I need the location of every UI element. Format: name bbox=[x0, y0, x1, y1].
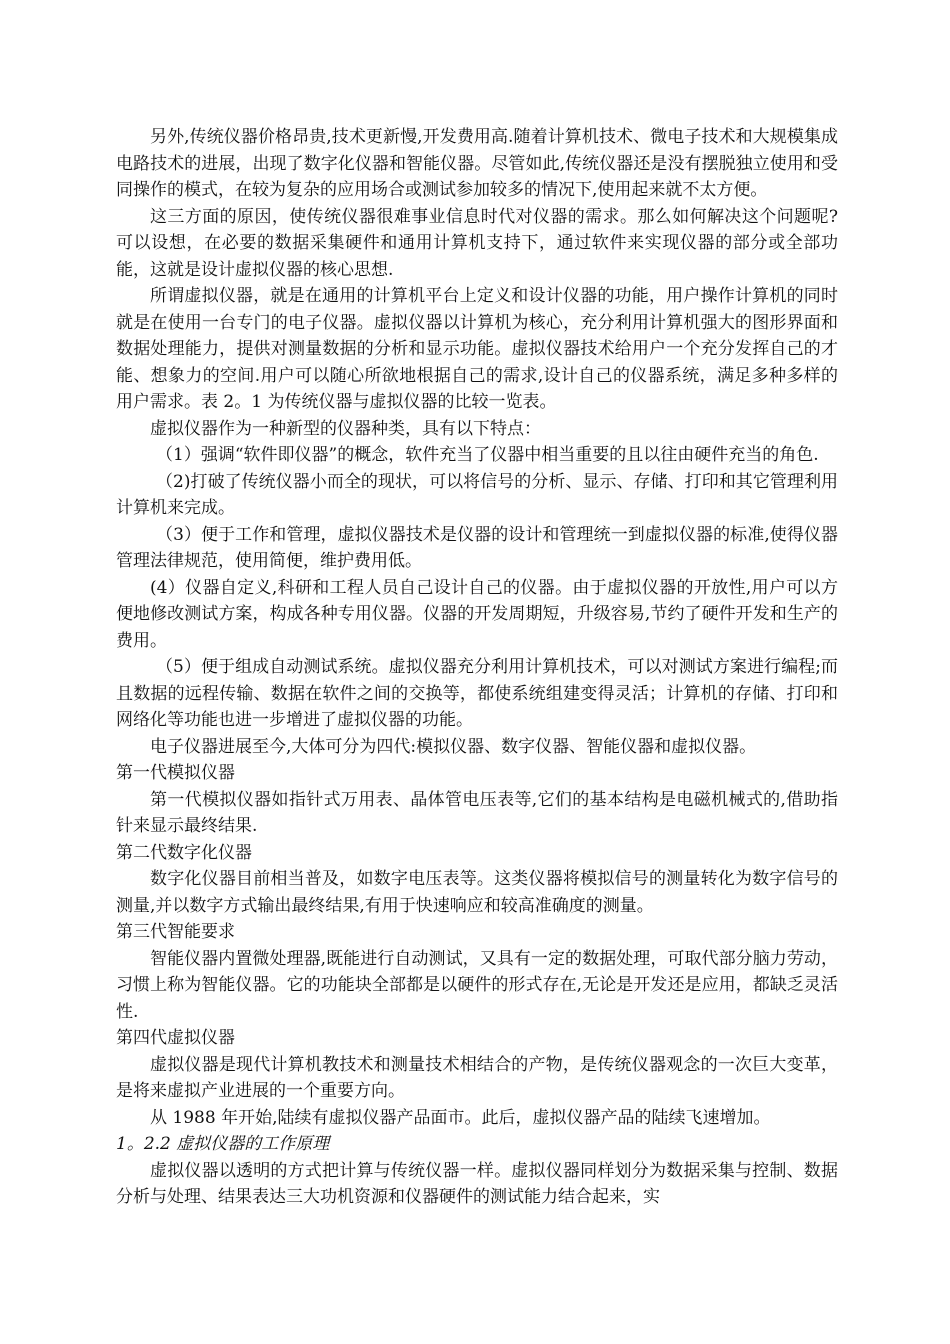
feature-item-4: (4）仪器自定义,科研和工程人员自己设计自己的仪器。由于虚拟仪器的开放性,用户可以方便地修改测试方案，构成各种专用仪器。仪器的开发周期短，升级容易,节约了硬件开发和生产的费用。 bbox=[116, 577, 838, 651]
paragraph-fourth-generation: 虚拟仪器是现代计算机教技术和测量技术相结合的产物，是传统仪器观念的一次巨大变革，是将来虚拟产业进展的一个重要方向。 bbox=[116, 1054, 838, 1101]
section-heading-working-principle: 1。2.2 虚拟仪器的工作原理 bbox=[116, 1134, 330, 1154]
paragraph-working-principle: 虚拟仪器以透明的方式把计算与传统仪器一样。虚拟仪器同样划分为数据采集与控制、数据分析与处理、结果表达三大功机资源和仪器硬件的测试能力结合起来，实 bbox=[116, 1160, 838, 1207]
heading-third-generation: 第三代智能要求 bbox=[116, 922, 235, 942]
heading-first-generation: 第一代模拟仪器 bbox=[116, 763, 235, 783]
paragraph-traditional-instrument-cost: 另外,传统仪器价格昂贵,技术更新慢,开发费用高.随着计算机技术、微电子技术和大规模集成电路技术的进展，出现了数字化仪器和智能仪器。尽管如此,传统仪器还是没有摆脱独立使用和受同操作的模式，在较为复杂的应用场合或测试参加较多的情况下,使用起来就不太方便。 bbox=[116, 127, 838, 200]
paragraph-first-generation: 第一代模拟仪器如指针式万用表、晶体管电压表等,它们的基本结构是电磁机械式的,借助指针来显示最终结果. bbox=[116, 789, 838, 836]
feature-item-3: （3）便于工作和管理，虚拟仪器技术是仪器的设计和管理统一到虚拟仪器的标准,使得仪器管理法律规范，使用简便，维护费用低。 bbox=[116, 524, 838, 571]
feature-item-5: （5）便于组成自动测试系统。虚拟仪器充分利用计算机技术，可以对测试方案进行编程;而且数据的远程传输、数据在软件之间的交换等，都使系统组建变得灵活；计算机的存储、打印和网络化等功能也进一步增进了虚拟仪器的功能。 bbox=[116, 657, 838, 730]
heading-second-generation: 第二代数字化仪器 bbox=[116, 842, 252, 863]
document-body bbox=[116, 124, 838, 1211]
paragraph-since-1988: 从 1988 年开始,陆续有虚拟仪器产品面市。此后，虚拟仪器产品的陆续飞速增加。 bbox=[150, 1107, 771, 1128]
feature-item-2: （2)打破了传统仪器小而全的现状，可以将信号的分析、显示、存储、打印和其它管理利用计算机来完成。 bbox=[116, 471, 838, 518]
paragraph-four-generations: 电子仪器进展至今,大体可分为四代:模拟仪器、数字仪器、智能仪器和虚拟仪器。 bbox=[150, 736, 757, 757]
paragraph-second-generation: 数字化仪器目前相当普及，如数字电压表等。这类仪器将模拟信号的测量转化为数字信号的测量,并以数字方式输出最终结果,有用于快速响应和较高准确度的测量。 bbox=[116, 869, 838, 916]
paragraph-features-intro: 虚拟仪器作为一种新型的仪器种类，具有以下特点： bbox=[150, 418, 541, 439]
paragraph-virtual-instrument-definition: 所谓虚拟仪器，就是在通用的计算机平台上定义和设计仪器的功能，用户操作计算机的同时就是在使用一台专门的电子仪器。虚拟仪器以计算机为核心，充分利用计算机强大的图形界面和数据处理能力，提供对测量数据的分析和显示功能。虚拟仪器技术给用户一个充分发挥自己的才能、想象力的空间.用户可以随心所欲地根据自己的需求,设计自己的仪器系统，满足多种多样的用户需求。表 2。1 为传统仪器与虚拟仪器的比较一览表。 bbox=[116, 286, 838, 412]
paragraph-third-generation: 智能仪器内置微处理器,既能进行自动测试，又具有一定的数据处理，可取代部分脑力劳动，习惯上称为智能仪器。它的功能块全部都是以硬件的形式存在,无论是开发还是应用，都缺乏灵活性. bbox=[116, 948, 838, 1022]
paragraph-core-idea: 这三方面的原因，使传统仪器很难事业信息时代对仪器的需求。那么如何解决这个问题呢?可以设想，在必要的数据采集硬件和通用计算机支持下，通过软件来实现仪器的部分或全部功能，这就是设计虚拟仪器的核心思想. bbox=[116, 206, 838, 280]
feature-item-1: （1）强调“软件即仪器”的概念，软件充当了仪器中相当重要的且以往由硬件充当的角色. bbox=[156, 445, 819, 465]
heading-fourth-generation: 第四代虚拟仪器 bbox=[116, 1028, 235, 1048]
